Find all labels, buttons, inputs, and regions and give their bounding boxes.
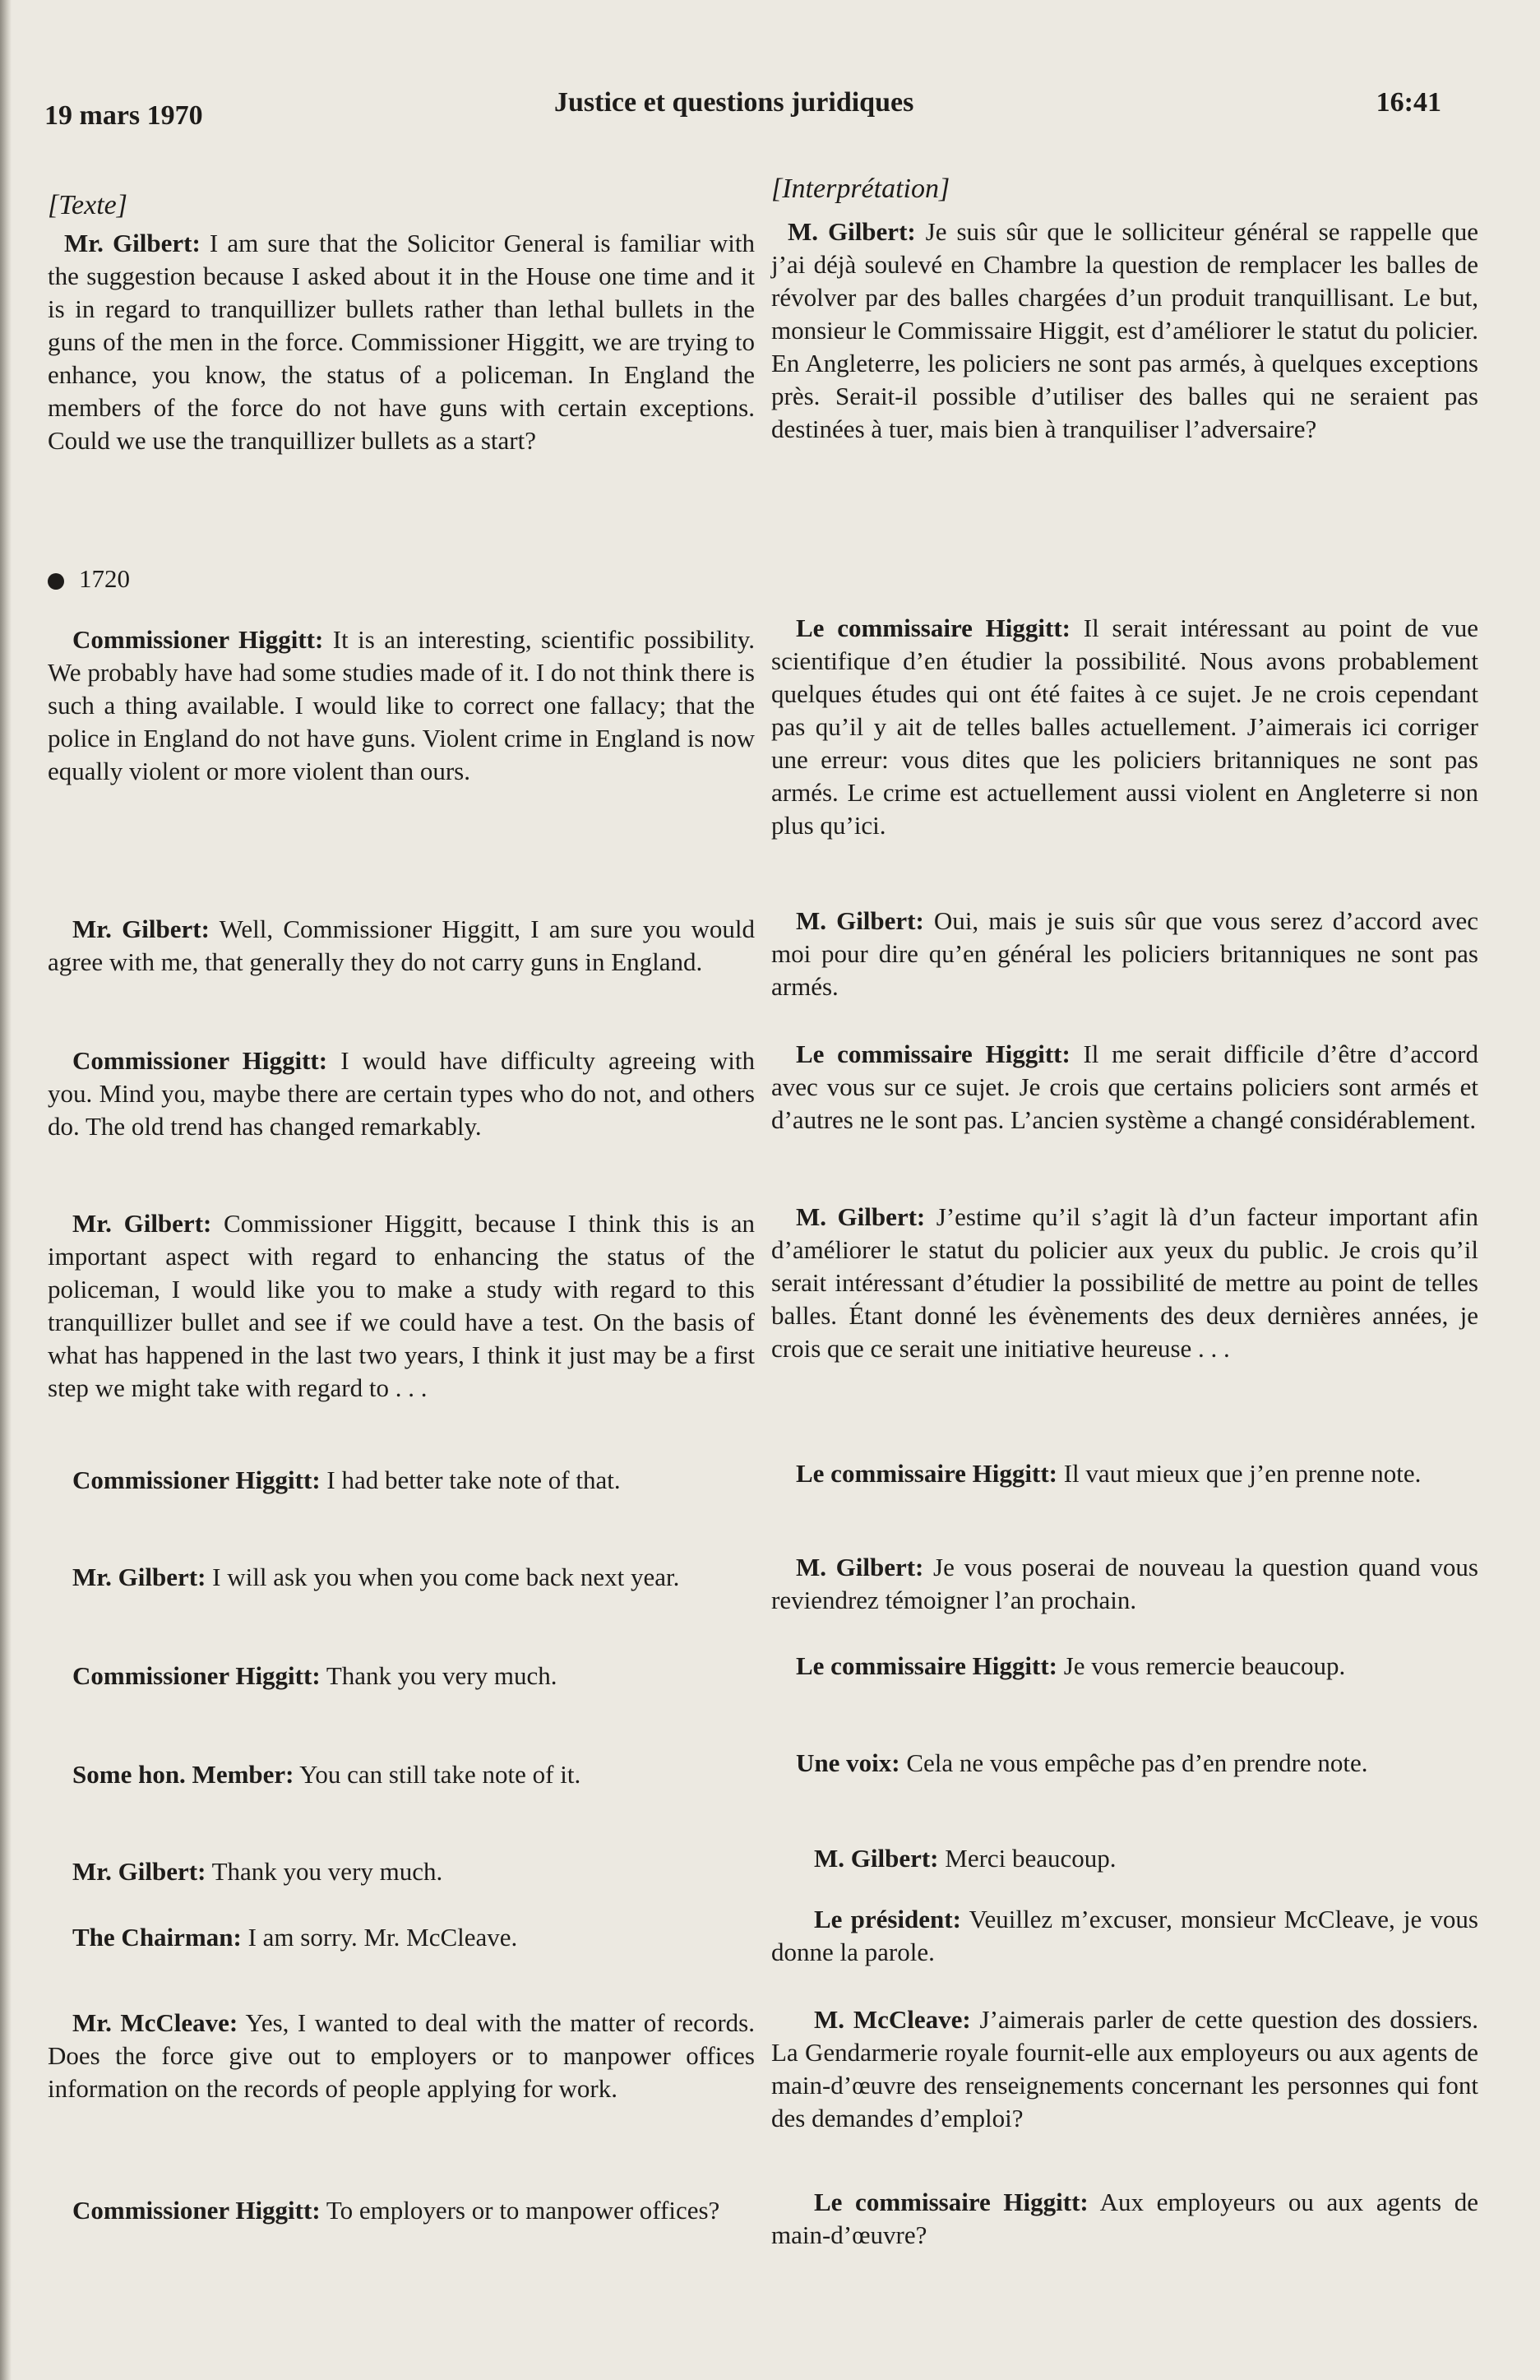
french-paragraph [771,612,1478,842]
speech-text: Well, Commissioner Higgitt, I am sure you would agree with me, that generally they do not carry guns in England. [48,914,755,976]
speaker-name: Commissioner Higgitt: [72,625,324,654]
french-paragraph [771,1842,1478,1875]
french-text-tag: [Interprétation] [771,174,950,204]
english-paragraph [48,1758,755,1791]
speaker-name: Mr. Gilbert: [72,914,210,943]
speaker-name: Mr. Gilbert: [64,229,201,257]
speaker-name: Mr. Gilbert: [72,1563,206,1591]
french-paragraph [771,1551,1478,1617]
english-paragraph [48,2007,755,2105]
speaker-name: Une voix: [796,1748,900,1777]
speech-text: You can still take note of it. [294,1760,581,1789]
french-paragraph [771,2186,1478,2252]
speaker-name: The Chairman: [72,1923,242,1952]
speaker-name: Commissioner Higgitt: [72,1661,321,1690]
speech-text: Thank you very much. [206,1857,443,1886]
english-paragraph [48,623,755,788]
speaker-name: M. Gilbert: [814,1844,939,1873]
english-paragraph [48,1561,755,1594]
english-paragraph [48,913,755,979]
speaker-name: Le commissaire Higgitt: [796,1040,1071,1068]
english-column [48,173,755,2352]
speech-text: Commissioner Higgitt, because I think this is an important aspect with regard to enhancing the status of the policeman, I would like you to make a study with regard to this tranquillizer bullet and see if we could have a test. On the basis of what has happened in the last two years, I think it just may be a first step we might take with regard to . . . [48,1209,755,1402]
speaker-name: Mr. Gilbert: [72,1209,212,1238]
french-paragraph [771,905,1478,1003]
french-paragraph [771,1903,1478,1969]
speech-text: Il vaut mieux que j’en prenne note. [1057,1459,1422,1488]
speech-text: It is an interesting, scientific possibility. We probably have had some studies made of it. I do not think there is such a thing available. I would like to correct one fallacy; that the police in England do not have guns. Violent crime in England is now equally violent or more violent than ours. [48,625,755,785]
speech-text: J’estime qu’il s’agit là d’un facteur important afin d’améliorer le statut du policier aux yeux du public. Je crois qu’il serait intéressant d’étudier la possibilité de mettre au point de telles balles. Étant donné les évènements des deux dernières années, je crois que ce serait une initiative heureuse . . . [771,1202,1478,1363]
english-paragraph [48,2194,755,2227]
english-paragraph [48,1855,755,1888]
speech-text: Veuillez m’excuser, monsieur McCleave, je vous donne la parole. [771,1905,1478,1966]
speech-text: Oui, mais je suis sûr que vous serez d’accord avec moi pour dire qu’en général les policiers britanniques ne sont pas armés. [771,906,1478,1001]
french-paragraph [771,1650,1478,1683]
bullet-icon [48,573,64,590]
speech-text: Yes, I wanted to deal with the matter of records. Does the force give out to employers or to manpower offices information on the records of people applying for work. [48,2008,755,2103]
english-paragraph [48,1044,755,1143]
speech-text: I had better take note of that. [320,1466,621,1494]
english-paragraph [48,227,755,457]
english-text-tag: [Texte] [48,190,127,220]
speaker-name: Le président: [814,1905,961,1933]
speech-text: I would have difficulty agreeing with you. Mind you, maybe there are certain types who do not, and others do. The old trend has changed remarkably. [48,1046,755,1141]
english-paragraph [48,1207,755,1405]
speaker-name: Mr. McCleave: [72,2008,238,2037]
speaker-name: Le commissaire Higgitt: [796,1651,1057,1680]
speech-text: Thank you very much. [320,1661,557,1690]
french-paragraph [771,2003,1478,2135]
speech-text: I will ask you when you come back next year. [206,1563,680,1591]
speaker-name: Mr. Gilbert: [72,1857,206,1886]
english-paragraph [48,1921,755,1954]
speech-text: Je suis sûr que le solliciteur général se rappelle que j’ai déjà soulevé en Chambre la question de remplacer les balles de révolver par des balles chargées d’un produit tranquillisant. Le but, monsieur le Commissaire Higgit, est d’améliorer le statut du policier. En Angleterre, les policiers ne sont pas armés, à quelques exceptions près. Serait-il possible d’utiliser des balles qui ne seraient pas destinées à tuer, mais bien à tranquiliser l’adversaire? [771,217,1478,443]
english-paragraph [48,1464,755,1497]
speech-text: To employers or to manpower offices? [320,2196,720,2225]
speaker-name: M. Gilbert: [796,1553,924,1581]
speech-text: Il serait intéressant au point de vue scientifique d’en étudier la possibilité. Nous avons probablement quelques études qui ont été faites à ce sujet. Je ne crois cependant pas qu’il y ait de telles balles actuellement. J’aimerais ici corriger une erreur: vous dites que les policiers britanniques ne sont pas armés. Le crime est actuellement aussi violent en Angleterre si non plus qu’ici. [771,614,1478,840]
header-title: Justice et questions juridiques [554,87,914,118]
speech-text: Merci beaucoup. [938,1844,1117,1873]
speaker-name: M. Gilbert: [796,906,924,935]
french-paragraph [771,1201,1478,1365]
speech-text: Il me serait difficile d’être d’accord avec vous sur ce sujet. Je crois que certains policiers sont armés et d’autres ne le sont pas. L’ancien système a changé considérablement. [771,1040,1478,1134]
page-marker [48,563,755,595]
header-date: 19 mars 1970 [44,100,203,131]
french-column [771,173,1478,2352]
french-paragraph [771,215,1478,446]
speech-text: I am sorry. Mr. McCleave. [241,1923,518,1952]
scan-edge [0,0,12,2380]
french-paragraph [771,1457,1478,1490]
header-page-number: 16:41 [1376,87,1441,118]
speech-text: Aux employeurs ou aux agents de main-d’œuvre? [771,2188,1478,2249]
french-paragraph [771,1747,1478,1780]
speaker-name: Commissioner Higgitt: [72,1046,328,1075]
speaker-name: M. Gilbert: [796,1202,926,1231]
english-paragraph [48,1660,755,1692]
speaker-name: M. McCleave: [814,2005,971,2034]
speech-text: I am sure that the Solicitor General is familiar with the suggestion because I asked about it in the House one time and it is in regard to tranquillizer bullets rather than lethal bullets in the guns of the men in the force. Commissioner Higgitt, we are trying to enhance, you know, the status of a policeman. In England the members of the force do not have guns with certain exceptions. Could we use the tranquillizer bullets as a start? [48,229,755,455]
speaker-name: Some hon. Member: [72,1760,294,1789]
speaker-name: Commissioner Higgitt: [72,2196,321,2225]
speech-text: J’aimerais parler de cette question des dossiers. La Gendarmerie royale fournit-elle aux employeurs ou aux agents de main-d’œuvre des renseignements concernant les personnes qui font des demandes d’emploi? [771,2005,1478,2132]
french-paragraph [771,1038,1478,1137]
speaker-name: Le commissaire Higgitt: [814,2188,1089,2216]
speaker-name: M. Gilbert: [788,217,916,246]
speaker-name: Le commissaire Higgitt: [796,1459,1057,1488]
page-header [44,82,1441,132]
speaker-name: Commissioner Higgitt: [72,1466,321,1494]
speech-text: Cela ne vous empêche pas d’en prendre note. [899,1748,1368,1777]
speech-text: Je vous remercie beaucoup. [1057,1651,1346,1680]
speaker-name: Le commissaire Higgitt: [796,614,1071,642]
speech-text: Je vous poserai de nouveau la question quand vous reviendrez témoigner l’an prochain. [771,1553,1478,1614]
marker-number: 1720 [79,564,130,593]
